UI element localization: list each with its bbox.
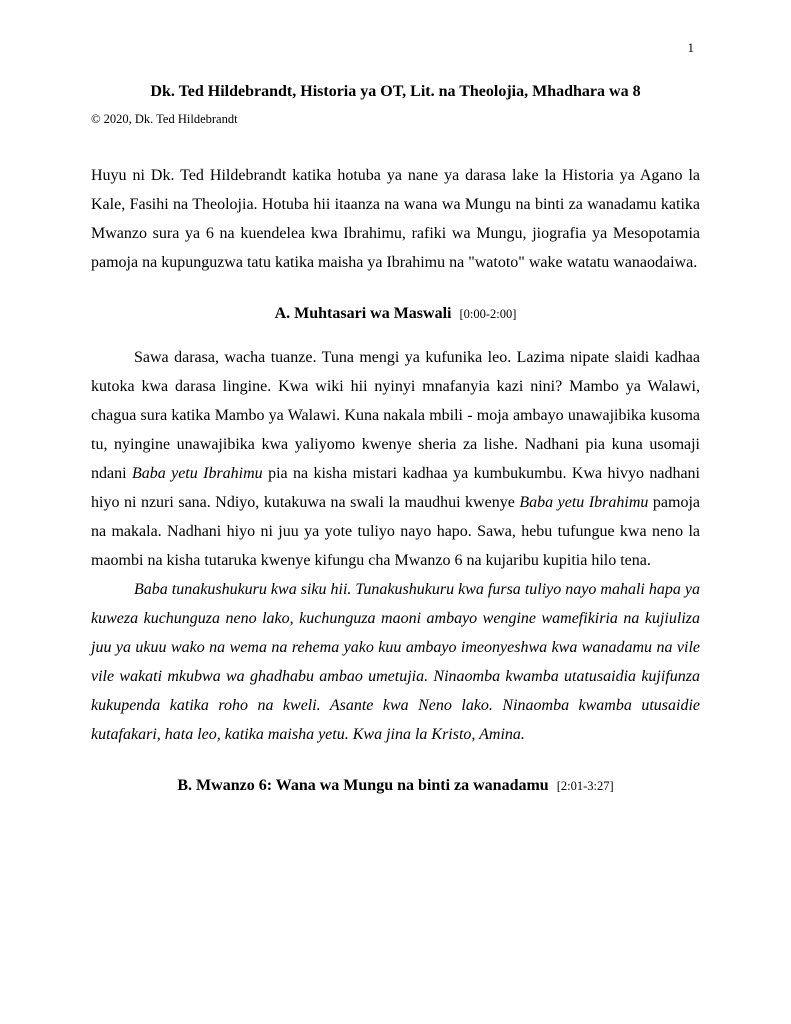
prayer-paragraph: Baba tunakushukuru kwa siku hii. Tunakushukuru kwa fursa tuliyo nayo mahali hapa ya kuweza kuchunguza neno lako, kuchunguza maoni ambayo wengine wamefikiria na kujiuliza juu ya ukuu wako na wema na rehema yako kuu ambayo imeonyeshwa kwa wanadamu na vile vile wakati mkubwa wa ghadhabu ambao umetujia. Ninaomba kwamba utatusaidia kujifunza kukupenda katika roho na kweli. Asante kwa Neno lako. Ninaomba kwamba utusaidie kutafakari, hata leo, katika maisha yetu. Kwa jina la Kristo, Amina. bbox=[91, 581, 700, 743]
section-a-segment: Sawa darasa, wacha tuanze. Tuna mengi ya kufunika leo. Lazima nipate slaidi kadhaa kutoka kwa darasa lingine. Kwa wiki hii nyinyi mnafanyia kazi nini? Mambo ya Walawi, chagua sura katika Mambo ya Walawi. Kuna nakala mbili - moja ambayo unawajibika kusoma tu, nyingine unawajibika kwa yaliyomo kwenye sheria za lishe. Nadhani pia kuna usomaji ndani bbox=[91, 349, 700, 482]
section-a-heading bbox=[91, 304, 700, 324]
section-b-heading bbox=[91, 776, 700, 796]
section-b-heading-text: B. Mwanzo 6: Wana wa Mungu na binti za wanadamu bbox=[177, 777, 549, 794]
section-a-paragraph bbox=[91, 343, 700, 575]
section-a-timestamp: [0:00-2:00] bbox=[459, 307, 517, 321]
document-title: Dk. Ted Hildebrandt, Historia ya OT, Lit. na Theolojia, Mhadhara wa 8 bbox=[150, 83, 641, 100]
page-number: 1 bbox=[687, 40, 694, 55]
section-a-heading-text: A. Muhtasari wa Maswali bbox=[274, 305, 452, 322]
section-b-timestamp: [2:01-3:27] bbox=[556, 779, 614, 793]
intro-paragraph: Huyu ni Dk. Ted Hildebrandt katika hotuba ya nane ya darasa lake la Historia ya Agano la Kale, Fasihi na Theolojia. Hotuba hii itaanza na wana wa Mungu na binti za wanadamu katika Mwanzo sura ya 6 na kuendelea kwa Ibrahimu, rafiki wa Mungu, jiografia ya Mesopotamia pamoja na kupunguzwa tatu katika maisha ya Ibrahimu na "watoto" wake watatu wanaodaiwa. bbox=[91, 167, 700, 271]
book-title-reference: Baba yetu Ibrahimu bbox=[131, 465, 263, 482]
section-a-segment: pia na kisha mistari kadhaa ya kumbukumbu. Kwa hivyo nadhani hiyo ni nzuri sana. Ndiyo, kutakuwa na swali la maudhui kwenye bbox=[91, 465, 700, 511]
section-a-segment: pamoja na makala. Nadhani hiyo ni juu ya yote tuliyo nayo hapo. Sawa, hebu tufungue kwa neno la maombi na kisha tutaruka kwenye kifungu cha Mwanzo 6 na kujaribu kupitia hilo tena. bbox=[91, 494, 700, 569]
book-title-reference: Baba yetu Ibrahimu bbox=[519, 494, 649, 511]
copyright-line: © 2020, Dk. Ted Hildebrandt bbox=[91, 112, 238, 126]
